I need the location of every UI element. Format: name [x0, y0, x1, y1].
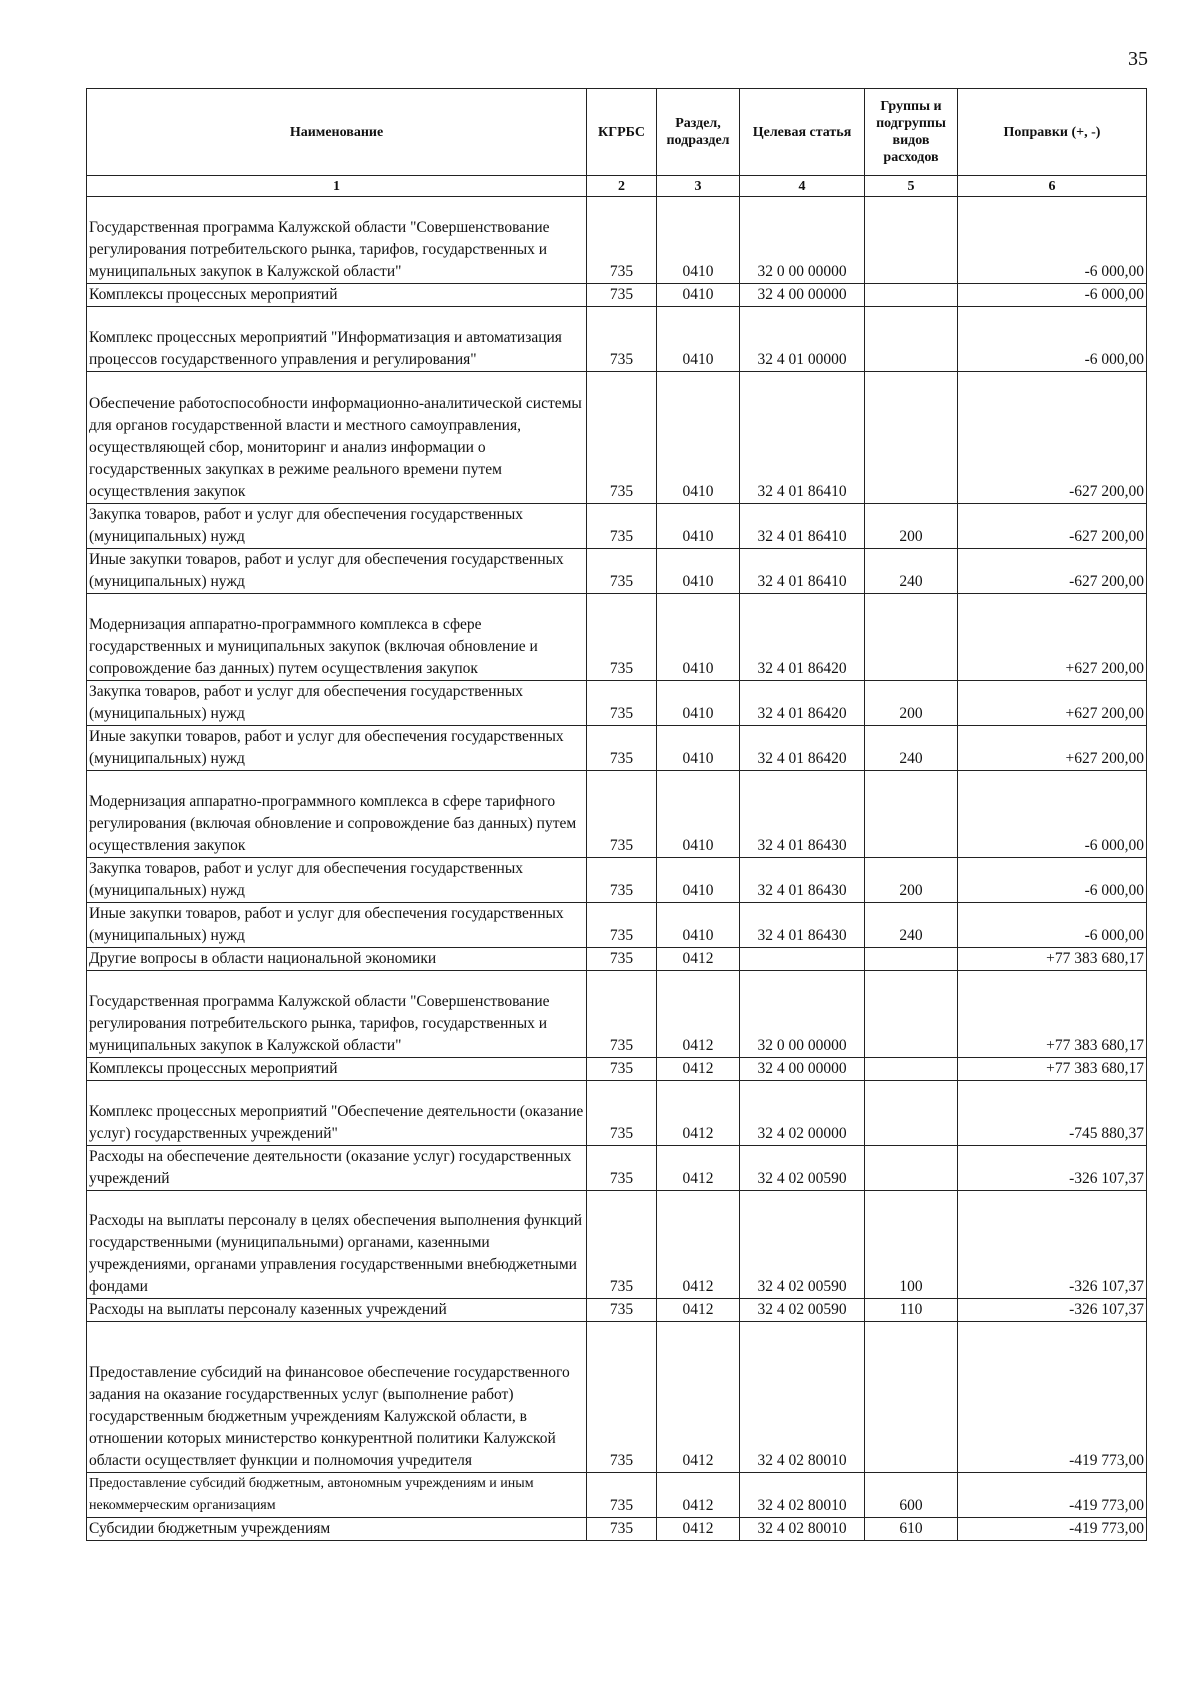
cell-name: Другие вопросы в области национальной экономики: [87, 948, 587, 971]
table-row: [87, 1191, 1147, 1299]
cell-amount: -6 000,00: [958, 284, 1147, 307]
cell-kgrbs: 735: [587, 726, 657, 771]
cell-section: 0410: [657, 681, 740, 726]
cell-kgrbs: 735: [587, 594, 657, 681]
cell-group: [865, 307, 958, 372]
cell-section: 0412: [657, 1058, 740, 1081]
cell-amount: -326 107,37: [958, 1299, 1147, 1322]
page-number: 35: [1128, 48, 1148, 70]
header-group: Группы и подгруппы видов расходов: [865, 89, 958, 176]
cell-name: Иные закупки товаров, работ и услуг для обеспечения государственных (муниципальных) нужд: [87, 549, 587, 594]
table-row: [87, 197, 1147, 284]
cell-section: 0412: [657, 1081, 740, 1146]
cell-group: [865, 948, 958, 971]
cell-target: 32 4 02 00590: [740, 1299, 865, 1322]
cell-kgrbs: 735: [587, 1518, 657, 1541]
table-body: [87, 197, 1147, 1541]
cell-amount: -326 107,37: [958, 1146, 1147, 1191]
cell-amount: -419 773,00: [958, 1473, 1147, 1518]
cell-kgrbs: 735: [587, 372, 657, 504]
cell-group: 240: [865, 549, 958, 594]
cell-target: 32 0 00 00000: [740, 971, 865, 1058]
cell-target: 32 0 00 00000: [740, 197, 865, 284]
cell-amount: -745 880,37: [958, 1081, 1147, 1146]
cell-kgrbs: 735: [587, 948, 657, 971]
cell-kgrbs: 735: [587, 307, 657, 372]
cell-target: 32 4 02 80010: [740, 1322, 865, 1473]
cell-name: Закупка товаров, работ и услуг для обеспечения государственных (муниципальных) нужд: [87, 681, 587, 726]
header-amount: Поправки (+, -): [958, 89, 1147, 176]
cell-target: 32 4 02 00590: [740, 1191, 865, 1299]
cell-kgrbs: 735: [587, 903, 657, 948]
cell-section: 0412: [657, 1473, 740, 1518]
cell-kgrbs: 735: [587, 681, 657, 726]
budget-amendments-table: [86, 88, 1147, 1541]
cell-group: 200: [865, 858, 958, 903]
cell-name: Модернизация аппаратно-программного комплекса в сфере государственных и муниципальных закупок (включая обновление и сопровождение баз данных) путем осуществления закупок: [87, 594, 587, 681]
cell-section: 0410: [657, 284, 740, 307]
cell-kgrbs: 735: [587, 1146, 657, 1191]
cell-amount: +627 200,00: [958, 594, 1147, 681]
cell-group: 200: [865, 504, 958, 549]
cell-target: 32 4 01 86430: [740, 858, 865, 903]
header-section: Раздел, подраздел: [657, 89, 740, 176]
cell-amount: +77 383 680,17: [958, 948, 1147, 971]
cell-kgrbs: 735: [587, 1081, 657, 1146]
table-row: [87, 372, 1147, 504]
table-row: [87, 1146, 1147, 1191]
cell-kgrbs: 735: [587, 771, 657, 858]
cell-kgrbs: 735: [587, 1322, 657, 1473]
cell-group: [865, 1322, 958, 1473]
cell-name: Субсидии бюджетным учреждениям: [87, 1518, 587, 1541]
cell-target: 32 4 01 86430: [740, 771, 865, 858]
cell-kgrbs: 735: [587, 1058, 657, 1081]
cell-name: Модернизация аппаратно-программного комплекса в сфере тарифного регулирования (включая обновление и сопровождение баз данных) путем осуществления закупок: [87, 771, 587, 858]
table-row: [87, 726, 1147, 771]
cell-target: [740, 948, 865, 971]
cell-name: Предоставление субсидий бюджетным, автономным учреждениям и иным некоммерческим организациям: [87, 1473, 587, 1518]
cell-group: 600: [865, 1473, 958, 1518]
table-row: [87, 504, 1147, 549]
cell-section: 0412: [657, 1146, 740, 1191]
cell-kgrbs: 735: [587, 549, 657, 594]
cell-amount: -6 000,00: [958, 197, 1147, 284]
cell-target: 32 4 01 86420: [740, 681, 865, 726]
table-row: [87, 771, 1147, 858]
table-row: [87, 307, 1147, 372]
table-row: [87, 1058, 1147, 1081]
cell-section: 0410: [657, 372, 740, 504]
cell-group: 240: [865, 726, 958, 771]
cell-section: 0412: [657, 1191, 740, 1299]
table-row: [87, 549, 1147, 594]
cell-section: 0410: [657, 771, 740, 858]
cell-group: [865, 1058, 958, 1081]
cell-kgrbs: 735: [587, 197, 657, 284]
cell-name: Расходы на выплаты персоналу казенных учреждений: [87, 1299, 587, 1322]
cell-section: 0410: [657, 197, 740, 284]
cell-section: 0410: [657, 726, 740, 771]
cell-target: 32 4 02 00000: [740, 1081, 865, 1146]
table-row: [87, 948, 1147, 971]
cell-section: 0410: [657, 903, 740, 948]
cell-amount: +627 200,00: [958, 681, 1147, 726]
column-number: 5: [865, 176, 958, 197]
cell-section: 0412: [657, 1299, 740, 1322]
cell-name: Закупка товаров, работ и услуг для обеспечения государственных (муниципальных) нужд: [87, 858, 587, 903]
cell-amount: +77 383 680,17: [958, 971, 1147, 1058]
column-number: 1: [87, 176, 587, 197]
cell-name: Иные закупки товаров, работ и услуг для обеспечения государственных (муниципальных) нужд: [87, 903, 587, 948]
cell-kgrbs: 735: [587, 1191, 657, 1299]
header-kgrbs: КГРБС: [587, 89, 657, 176]
cell-amount: +627 200,00: [958, 726, 1147, 771]
cell-amount: -6 000,00: [958, 307, 1147, 372]
cell-section: 0412: [657, 948, 740, 971]
cell-section: 0410: [657, 504, 740, 549]
cell-section: 0410: [657, 858, 740, 903]
cell-target: 32 4 01 00000: [740, 307, 865, 372]
cell-target: 32 4 01 86420: [740, 726, 865, 771]
header-target: Целевая статья: [740, 89, 865, 176]
cell-name: Комплексы процессных мероприятий: [87, 284, 587, 307]
cell-section: 0410: [657, 594, 740, 681]
cell-name: Комплекс процессных мероприятий "Обеспечение деятельности (оказание услуг) государственных учреждений": [87, 1081, 587, 1146]
column-number: 4: [740, 176, 865, 197]
cell-group: 240: [865, 903, 958, 948]
column-number: 3: [657, 176, 740, 197]
cell-section: 0412: [657, 1322, 740, 1473]
cell-target: 32 4 02 80010: [740, 1518, 865, 1541]
cell-kgrbs: 735: [587, 1473, 657, 1518]
cell-name: Закупка товаров, работ и услуг для обеспечения государственных (муниципальных) нужд: [87, 504, 587, 549]
table-row: [87, 681, 1147, 726]
table-row: [87, 1518, 1147, 1541]
cell-section: 0410: [657, 307, 740, 372]
cell-kgrbs: 735: [587, 1299, 657, 1322]
cell-group: [865, 771, 958, 858]
cell-kgrbs: 735: [587, 284, 657, 307]
table-row: [87, 858, 1147, 903]
cell-amount: -627 200,00: [958, 549, 1147, 594]
cell-group: 110: [865, 1299, 958, 1322]
cell-target: 32 4 01 86410: [740, 372, 865, 504]
cell-group: [865, 284, 958, 307]
cell-amount: -419 773,00: [958, 1518, 1147, 1541]
table-row: [87, 1299, 1147, 1322]
cell-target: 32 4 00 00000: [740, 1058, 865, 1081]
table-row: [87, 1081, 1147, 1146]
cell-amount: -6 000,00: [958, 858, 1147, 903]
cell-amount: -6 000,00: [958, 771, 1147, 858]
cell-target: 32 4 00 00000: [740, 284, 865, 307]
cell-kgrbs: 735: [587, 971, 657, 1058]
table-row: [87, 1473, 1147, 1518]
cell-name: Комплекс процессных мероприятий "Информатизация и автоматизация процессов государственного управления и регулирования": [87, 307, 587, 372]
cell-section: 0410: [657, 549, 740, 594]
cell-name: Иные закупки товаров, работ и услуг для обеспечения государственных (муниципальных) нужд: [87, 726, 587, 771]
cell-section: 0412: [657, 1518, 740, 1541]
cell-target: 32 4 01 86410: [740, 504, 865, 549]
table-row: [87, 971, 1147, 1058]
cell-group: 100: [865, 1191, 958, 1299]
cell-kgrbs: 735: [587, 504, 657, 549]
cell-section: 0412: [657, 971, 740, 1058]
cell-group: 200: [865, 681, 958, 726]
table-row: [87, 284, 1147, 307]
column-number: 6: [958, 176, 1147, 197]
cell-amount: -419 773,00: [958, 1322, 1147, 1473]
cell-name: Комплексы процессных мероприятий: [87, 1058, 587, 1081]
cell-amount: -326 107,37: [958, 1191, 1147, 1299]
cell-amount: +77 383 680,17: [958, 1058, 1147, 1081]
cell-amount: -627 200,00: [958, 372, 1147, 504]
cell-group: [865, 594, 958, 681]
cell-kgrbs: 735: [587, 858, 657, 903]
table-header-row: [87, 89, 1147, 176]
cell-name: Государственная программа Калужской области "Совершенствование регулирования потребительского рынка, тарифов, государственных и муниципальных закупок в Калужской области": [87, 971, 587, 1058]
header-name: Наименование: [87, 89, 587, 176]
cell-target: 32 4 01 86420: [740, 594, 865, 681]
cell-amount: -6 000,00: [958, 903, 1147, 948]
cell-amount: -627 200,00: [958, 504, 1147, 549]
cell-name: Обеспечение работоспособности информационно-аналитической системы для органов государственной власти и местного самоуправления, осуществляющей сбор, мониторинг и анализ информации о государственных закупках в режиме реального времени путем осуществления закупок: [87, 372, 587, 504]
cell-group: [865, 197, 958, 284]
cell-target: 32 4 02 80010: [740, 1473, 865, 1518]
cell-group: [865, 971, 958, 1058]
table-row: [87, 594, 1147, 681]
cell-target: 32 4 01 86430: [740, 903, 865, 948]
cell-group: [865, 1146, 958, 1191]
cell-group: [865, 372, 958, 504]
cell-target: 32 4 02 00590: [740, 1146, 865, 1191]
cell-name: Расходы на обеспечение деятельности (оказание услуг) государственных учреждений: [87, 1146, 587, 1191]
cell-name: Государственная программа Калужской области "Совершенствование регулирования потребительского рынка, тарифов, государственных и муниципальных закупок в Калужской области": [87, 197, 587, 284]
cell-name: Расходы на выплаты персоналу в целях обеспечения выполнения функций государственными (муниципальными) органами, казенными учреждениями, органами управления государственными внебюджетными фондами: [87, 1191, 587, 1299]
table-row: [87, 1322, 1147, 1473]
column-number-row: [87, 176, 1147, 197]
column-number: 2: [587, 176, 657, 197]
cell-group: 610: [865, 1518, 958, 1541]
cell-name: Предоставление субсидий на финансовое обеспечение государственного задания на оказание государственных услуг (выполнение работ) государственным бюджетным учреждениям Калужской области, в отношении которых министерство конкурентной политики Калужской области осуществляет функции и полномочия учредителя: [87, 1322, 587, 1473]
cell-group: [865, 1081, 958, 1146]
table-row: [87, 903, 1147, 948]
cell-target: 32 4 01 86410: [740, 549, 865, 594]
